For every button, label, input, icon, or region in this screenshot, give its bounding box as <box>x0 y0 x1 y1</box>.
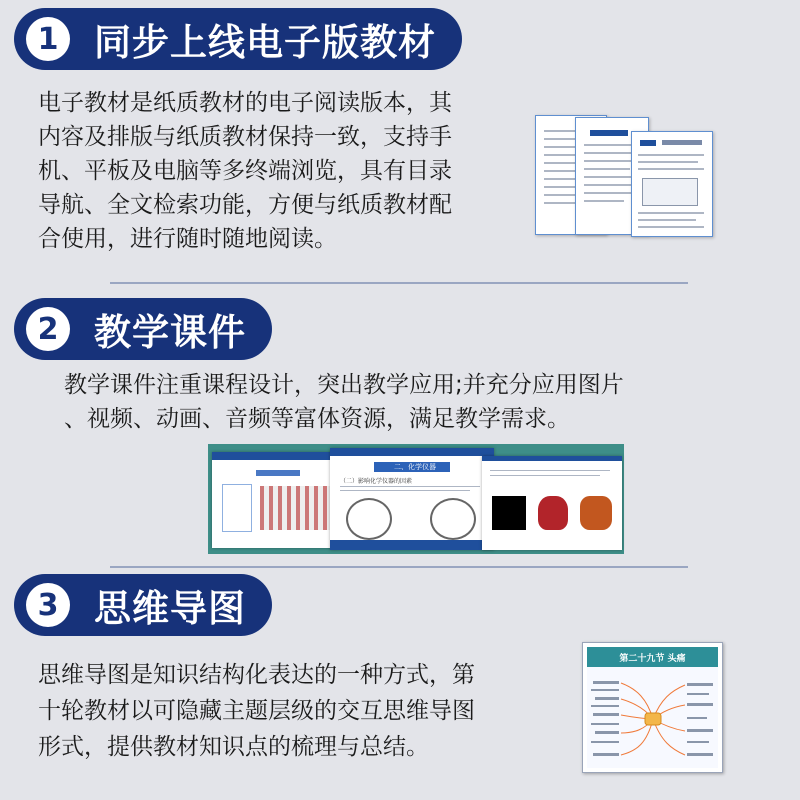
text-line: 电子教材是纸质教材的电子阅读版本，其 <box>38 90 452 116</box>
courseware-slide <box>330 448 494 550</box>
section-divider <box>110 282 688 284</box>
text-line: 教学课件注重课程设计，突出教学应用;并充分应用图片 <box>64 372 624 398</box>
text-line: 十轮教材以可隐藏主题层级的交互思维导图 <box>38 698 475 724</box>
text-line: 思维导图是知识结构化表达的一种方式，第 <box>38 662 475 688</box>
ebook-preview-image <box>533 113 713 237</box>
section-number-badge: 3 <box>26 583 70 627</box>
section-divider <box>110 566 688 568</box>
text-line: 机、平板及电脑等多终端浏览，具有目录 <box>38 158 452 184</box>
section-title: 思维导图 <box>94 587 246 630</box>
mindmap-preview-image <box>582 642 723 773</box>
section-3-description <box>38 657 558 765</box>
text-line: 导航、全文检索功能，方便与纸质教材配 <box>38 192 452 218</box>
courseware-slide <box>482 456 622 550</box>
section-1-header <box>14 8 462 70</box>
courseware-preview-image <box>208 444 624 554</box>
section-number-badge: 1 <box>26 17 70 61</box>
section-2-header <box>14 298 272 360</box>
text-line: 、视频、动画、音频等富体资源，满足教学需求。 <box>64 406 570 432</box>
mindmap-title: 第二十九节 头痛 <box>587 647 718 667</box>
section-2-description <box>64 368 744 436</box>
mindmap-canvas <box>587 647 718 768</box>
text-line: 合使用，进行随时随地阅读。 <box>38 226 337 252</box>
section-title: 同步上线电子版教材 <box>94 21 436 64</box>
ebook-page <box>631 131 713 237</box>
slide-title: 二、化学仪器 <box>394 463 436 471</box>
courseware-slide <box>212 452 338 548</box>
slide-subtitle: （二）影响化学仪器的因素 <box>340 478 413 485</box>
section-3-header <box>14 574 272 636</box>
mindmap-branches <box>587 669 718 768</box>
text-line: 内容及排版与纸质教材保持一致，支持手 <box>38 124 452 150</box>
text-line: 形式，提供教材知识点的梳理与总结。 <box>38 734 429 760</box>
section-title: 教学课件 <box>94 311 246 354</box>
section-1-description <box>38 86 538 256</box>
section-number-badge: 2 <box>26 307 70 351</box>
